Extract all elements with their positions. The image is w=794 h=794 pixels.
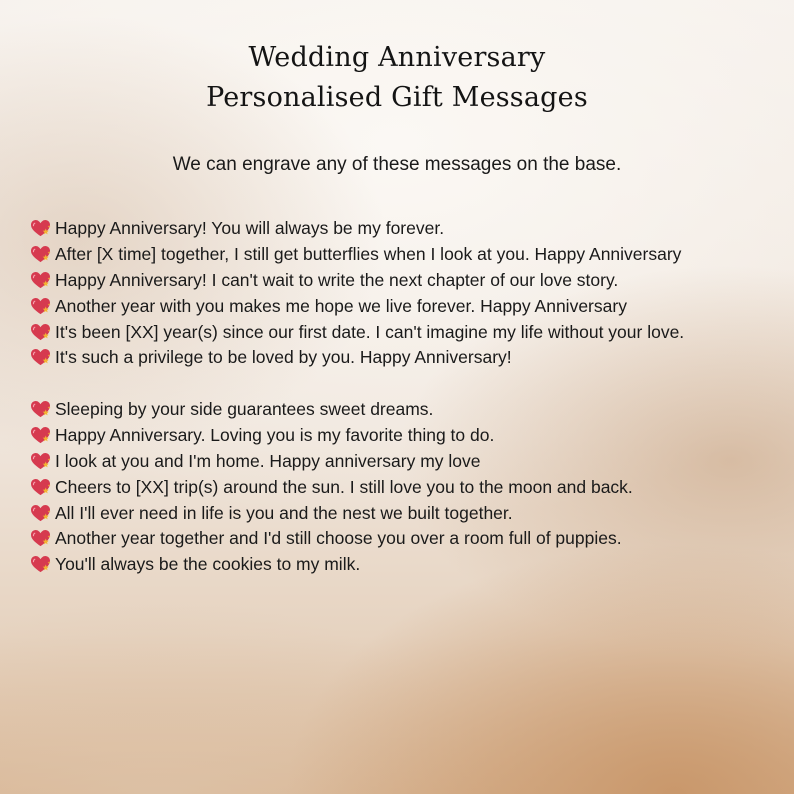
message-text: It's been [XX] year(s) since our first date. I can't imagine my life without your love.	[55, 321, 685, 342]
sparkling-heart-icon	[30, 452, 51, 471]
message-text: After [X time] together, I still get butterflies when I look at you. Happy Anniversary	[55, 244, 682, 265]
message-text: It's such a privilege to be loved by you. Happy Anniversary!	[55, 347, 512, 368]
message-text: Sleeping by your side guarantees sweet dreams.	[55, 399, 434, 420]
message-item	[30, 216, 684, 242]
message-text: Another year with you makes me hope we live forever. Happy Anniversary	[55, 295, 627, 316]
message-text: Another year together and I'd still choose you over a room full of puppies.	[55, 528, 622, 549]
message-text: Happy Anniversary! You will always be my forever.	[55, 218, 445, 239]
message-group-2	[30, 397, 633, 578]
message-text: You'll always be the cookies to my milk.	[55, 554, 361, 575]
message-item	[30, 319, 684, 345]
sparkling-heart-icon	[30, 219, 51, 238]
message-item	[30, 500, 633, 526]
sparkling-heart-icon	[30, 555, 51, 574]
message-item	[30, 242, 684, 268]
sparkling-heart-icon	[30, 245, 51, 264]
message-text: Happy Anniversary! I can't wait to write the next chapter of our love story.	[55, 269, 619, 290]
sparkling-heart-icon	[30, 529, 51, 548]
message-item	[30, 268, 684, 294]
message-group-1	[30, 216, 684, 371]
message-text: Happy Anniversary. Loving you is my favorite thing to do.	[55, 425, 495, 446]
sparkling-heart-icon	[30, 504, 51, 523]
message-item	[30, 397, 633, 423]
page-subtitle: We can engrave any of these messages on the base.	[172, 154, 622, 175]
message-item	[30, 474, 633, 500]
message-item	[30, 293, 684, 319]
message-item	[30, 526, 633, 552]
sparkling-heart-icon	[30, 348, 51, 367]
message-item	[30, 345, 684, 371]
message-text: I look at you and I'm home. Happy anniversary my love	[55, 450, 481, 471]
title-line-2: Personalised Gift Messages	[206, 82, 588, 113]
title-line-1: Wedding Anniversary	[248, 42, 546, 73]
message-item	[30, 423, 633, 449]
message-text: All I'll ever need in life is you and the nest we built together.	[55, 502, 513, 523]
sparkling-heart-icon	[30, 271, 51, 290]
message-text: Cheers to [XX] trip(s) around the sun. I still love you to the moon and back.	[55, 476, 633, 497]
sparkling-heart-icon	[30, 297, 51, 316]
message-item	[30, 552, 633, 578]
sparkling-heart-icon	[30, 323, 51, 342]
message-item	[30, 449, 633, 475]
sparkling-heart-icon	[30, 426, 51, 445]
sparkling-heart-icon	[30, 400, 51, 419]
sparkling-heart-icon	[30, 478, 51, 497]
page-title	[0, 38, 794, 118]
